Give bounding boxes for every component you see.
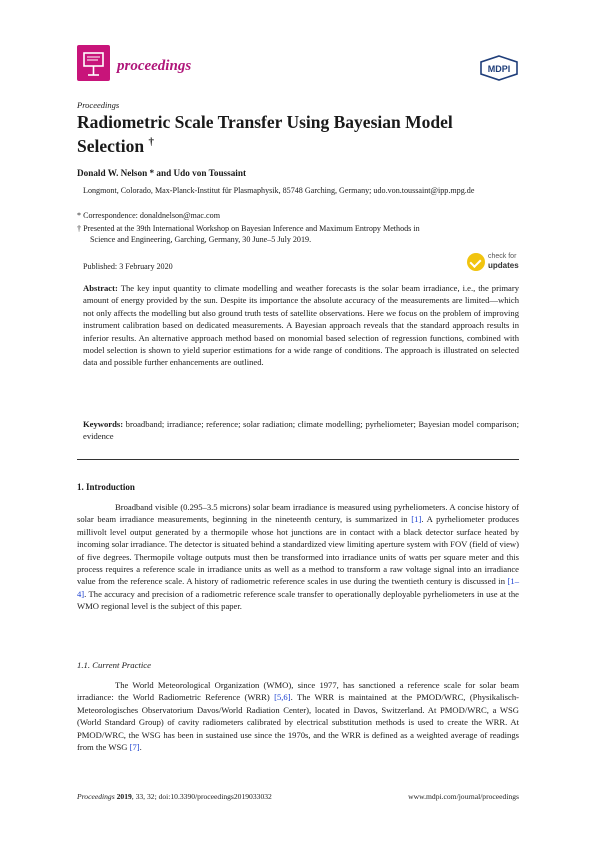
author-list: Donald W. Nelson * and Udo von Toussaint	[77, 168, 247, 178]
presentation-line-1: † Presented at the 39th International Workshop on Bayesian Inference and Maximum Entropy Methods in	[77, 224, 420, 233]
subsection-heading-current-practice: 1.1. Current Practice	[77, 660, 151, 670]
abstract	[83, 282, 519, 369]
paragraph-text: The World Meteorological Organization (WMO), since 1977, has sanctioned a reference scale for solar beam irradiance: the World Radiometric Reference (WRR)	[77, 680, 519, 703]
check-for-updates-badge[interactable]	[467, 252, 519, 272]
title-footnote-mark: †	[148, 136, 154, 148]
paragraph-text: . The accuracy and precision of a radiometric reference scale transfer to operationally deployable pyrheliometers in use at the WMO regional level is the subject of this paper.	[77, 588, 519, 612]
paragraph-text: . The WRR is maintained at the PMOD/WRC, (Physikalisch-Meteorologisches Observatorium Davos/World Radiation Center), located in Davos, Switzerland. At PMOD/WRC, a WSG (World Standard Group) of cavity radiometers calibrated by electrical substitution methods is used to create the WRR. At PMOD/WRC, the WSG has been in sustained use since the 1970s, and the WRR is defined as a weighted average of readings from the WSG	[77, 692, 519, 753]
affiliation: Longmont, Colorado, Max-Planck-Institut für Plasmaphysik, 85748 Garching, Germany; udo.von.toussaint@ipp.mpg.de	[83, 186, 475, 195]
section-heading-introduction: 1. Introduction	[77, 482, 135, 492]
keywords	[83, 418, 519, 443]
keywords-label: Keywords:	[83, 419, 124, 429]
keywords-text: broadband; irradiance; reference; solar radiation; climate modelling; pyrheliometer; Bayesian model comparison; evidence	[83, 419, 519, 442]
check-badge-top: check for	[488, 253, 517, 260]
citation-link[interactable]: [1–4]	[77, 576, 519, 599]
paragraph-text: .	[139, 742, 142, 753]
abstract-text: The key input quantity to climate modelling and weather forecasts is the solar beam irradiance, i.e., the primary amount of energy provided by the sun. Despite its importance the absolute accuracy of the measurements are limited—which not only affects the modelling but also ground truth tests of satellite observations. Here we focus on the problem of improving instrument calibration based on dedicated measurements. A Bayesian approach reveals that the standard approach results in inferior results. An alternative approach method based on monomial based selection of regression functions, combined with model selection is shown to yield superior estimations for a wide range of conditions. The approach is illustrated on selected data and possible further enhancements are outlined.	[83, 283, 520, 368]
journal-brand: proceedings	[117, 58, 192, 74]
lectern-icon	[77, 45, 110, 81]
correspondence-note: * Correspondence: donaldnelson@mac.com	[77, 211, 220, 220]
paragraph-text: Broadband visible (0.295–3.5 microns) solar beam irradiance is measured using pyrheliometers. A concise history of solar beam irradiance measurements, beginning in the nineteenth century, is summarized in	[77, 502, 519, 525]
published-date: Published: 3 February 2020	[83, 262, 173, 271]
footer-journal: Proceedings	[77, 792, 115, 801]
title-text: Radiometric Scale Transfer Using Bayesian Model Selection	[77, 112, 453, 156]
footer-doi: , 33, 32; doi:10.3390/proceedings2019033032	[131, 792, 272, 801]
check-badge-bottom: updates	[488, 261, 519, 270]
presentation-line-2: Science and Engineering, Garching, Germany, 30 June–5 July 2019.	[90, 234, 312, 244]
footer-year: 2019	[116, 792, 132, 801]
proceedings-logo	[77, 45, 110, 81]
publisher-wordmark: MDPI	[487, 64, 511, 74]
section-divider	[77, 459, 519, 460]
footer-citation	[77, 792, 272, 801]
citation-link[interactable]: [1]	[411, 514, 422, 525]
journal-label: Proceedings	[77, 100, 120, 110]
presentation-note	[77, 224, 525, 245]
paragraph-text: . A pyrheliometer produces millivolt level output generated by a thermopile whose hot junctions are in contact with a black detector surface heated by incoming solar irradiance. The detector is situated behind a standardized view limiting aperture system with FOV (field of view) of five degrees. Thermopile voltage outputs must then be transformed into irradiance units of watts per square meter and this process requires a reference scale in irradiance units as well as a method to transform a raw voltage signal into an irradiance value from the reference scale. A history of radiometric reference scales in use during the twentieth century is discussed in	[77, 514, 520, 587]
footer-journal-url[interactable]: www.mdpi.com/journal/proceedings	[408, 792, 519, 801]
abstract-label: Abstract:	[83, 283, 118, 293]
mdpi-logo	[479, 55, 519, 81]
citation-link[interactable]: [7]	[129, 742, 140, 753]
current-practice-paragraph	[77, 679, 519, 753]
introduction-paragraph	[77, 501, 519, 613]
citation-link[interactable]: [5,6]	[274, 692, 291, 703]
checkmark-icon	[467, 253, 485, 271]
article-title	[77, 112, 517, 156]
